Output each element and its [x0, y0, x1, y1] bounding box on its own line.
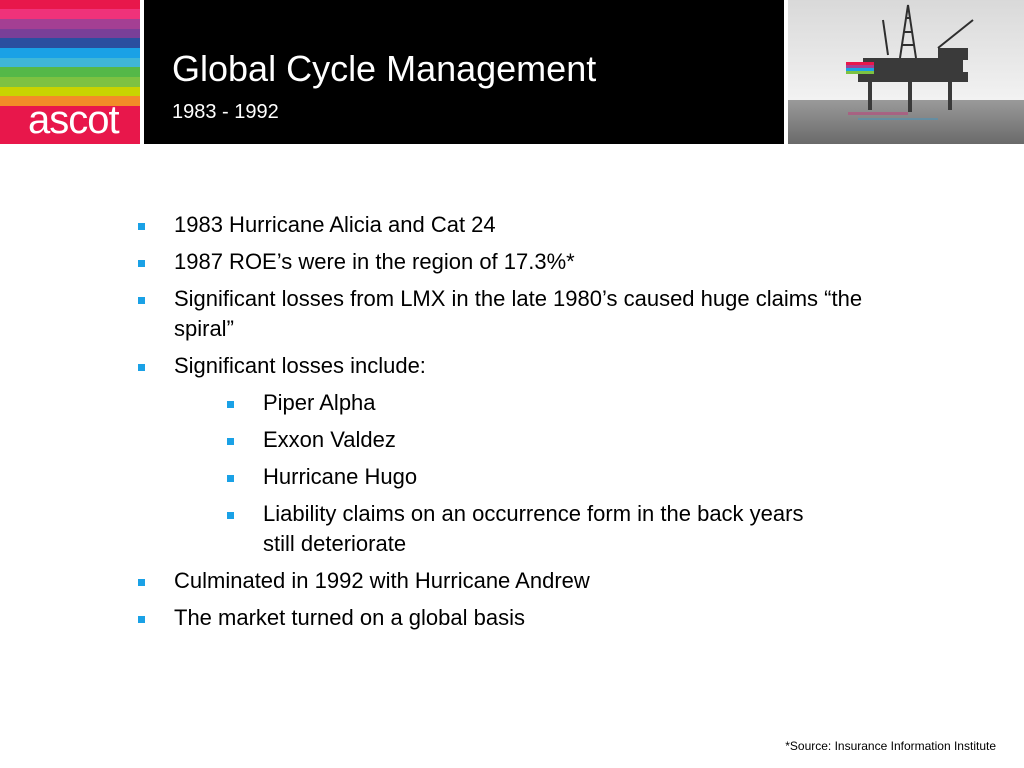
bullet-item: Culminated in 1992 with Hurricane Andrew — [130, 566, 870, 596]
ascot-logo — [0, 0, 140, 144]
logo-divider — [140, 0, 144, 144]
slide-content — [130, 210, 870, 640]
bullet-list — [130, 210, 870, 633]
sub-bullet-list — [174, 388, 870, 559]
sub-bullet-item: Liability claims on an occurrence form in the back years still deteriorate — [219, 499, 823, 559]
source-footnote: *Source: Insurance Information Institute — [785, 739, 996, 753]
logo-wordmark: ascot — [28, 98, 119, 142]
sub-bullet-item: Hurricane Hugo — [219, 462, 870, 492]
sub-bullet-item: Piper Alpha — [219, 388, 870, 418]
bullet-item: The market turned on a global basis — [130, 603, 870, 633]
bullet-item: Significant losses from LMX in the late 1980’s caused huge claims “the spiral” — [130, 284, 870, 344]
oil-platform-photo — [788, 0, 1024, 144]
header-bar — [0, 0, 1024, 144]
bullet-item: 1987 ROE’s were in the region of 17.3%* — [130, 247, 870, 277]
page-title: Global Cycle Management — [172, 48, 597, 89]
sub-bullet-item: Exxon Valdez — [219, 425, 870, 455]
bullet-item — [130, 351, 870, 559]
bullet-item: 1983 Hurricane Alicia and Cat 24 — [130, 210, 870, 240]
bullet-text: Significant losses include: — [174, 353, 426, 378]
page-subtitle: 1983 - 1992 — [172, 101, 279, 123]
